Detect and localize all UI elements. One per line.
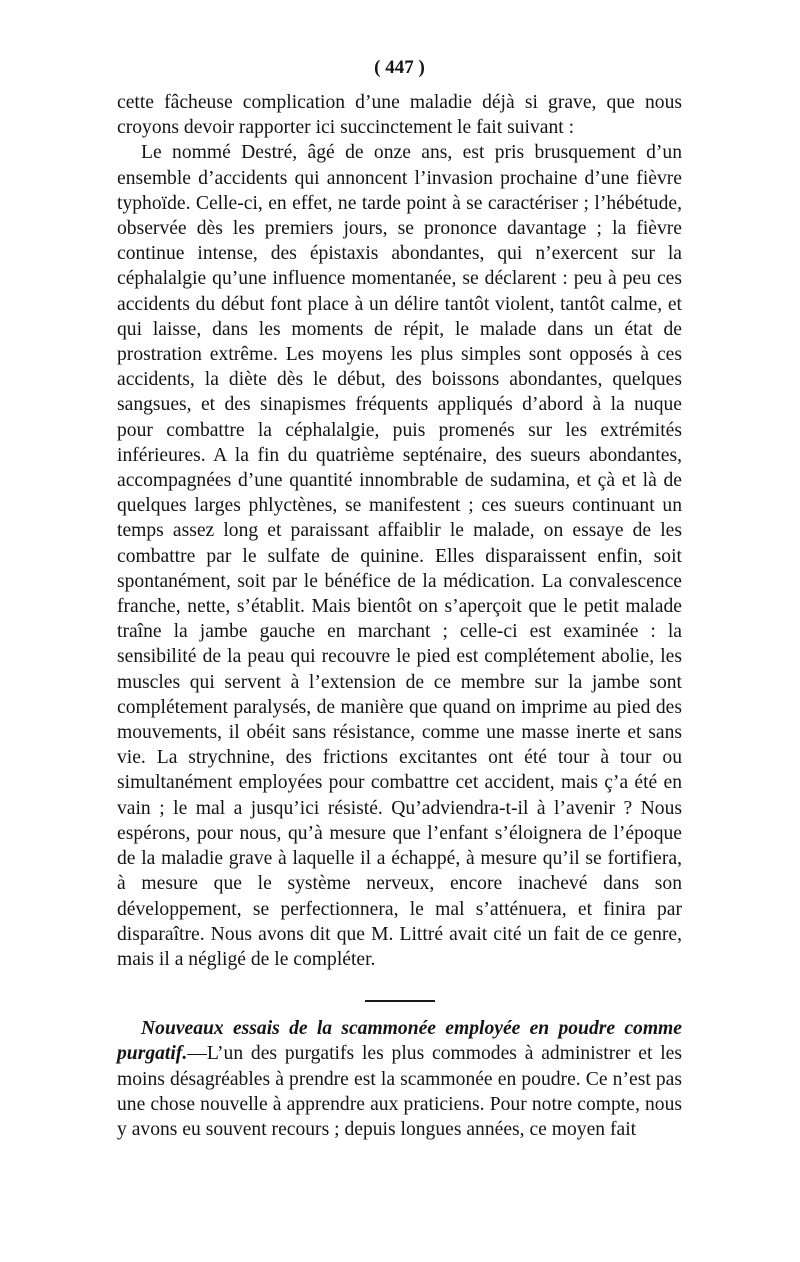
article-title: Nouveaux essais de la scammonée employée en poudre comme purgatif. [117,1018,682,1065]
page-number: ( 447 ) [374,57,425,78]
article-body: —L’un des purgatifs les plus commodes à administrer et les moins désagréables à prendre est la scammonée en poudre. Ce n’est pas une chose nouvelle à apprendre aux praticiens. Pour notre compte, nous y avons eu souvent recours ; depuis longues années, ce moyen fait [117,1043,682,1140]
page [117,54,682,1142]
paragraph-scammonee [117,1016,682,1142]
section-divider [365,1000,435,1002]
paragraph-case-report: Le nommé Destré, âgé de onze ans, est pris brusquement d’un ensemble d’accidents qui annoncent l’invasion prochaine d’une fièvre typhoïde. Celle-ci, en effet, ne tarde point à se caractériser ; l’hébétude, observée dès les premiers jours, se prononce davantage ; la fièvre continue intense, des épistaxis abondantes, qui n’exercent sur la céphalalgie qu’une influence momentanée, se déclarent : peu à peu ces accidents du début font place à un délire tantôt violent, tantôt calme, et qui laisse, dans les moments de répit, le malade dans un état de prostration extrême. Les moyens les plus simples sont opposés à ces accidents, la diète dès le début, des boissons abondantes, quelques sangsues, et des sinapismes fréquents appliqués d’abord à la nuque pour combattre la céphalalgie, puis promenés sur les extrémités inférieures. A la fin du quatrième septénaire, des sueurs abondantes, accompagnées d’une quantité innombrable de sudamina, et çà et là de quelques larges phlyctènes, se manifestent ; ces sueurs continuant un temps assez long et paraissant affaiblir le malade, on essaye de les combattre par le sulfate de quinine. Elles disparaissent enfin, soit spontanément, soit par le bénéfice de la médication. La convalescence franche, nette, s’établit. Mais bientôt on s’aperçoit que le petit malade traîne la jambe gauche en marchant ; celle-ci est examinée : la sensibilité de la peau qui recouvre le pied est complétement abolie, les muscles qui servent à l’extension de ce membre sur la jambe sont complétement paralysés, de manière que quand on imprime au pied des mouvements, il obéit sans résistance, comme une masse inerte et sans vie. La strychnine, des frictions excitantes ont été tour à tour ou simultanément employées pour combattre cet accident, mais ç’a été en vain ; le mal a jusqu’ici résisté. Qu’adviendra-t-il à l’avenir ? Nous espérons, pour nous, qu’à mesure que l’enfant s’éloignera de l’époque de la maladie grave à laquelle il a échappé, à mesure qu’il se fortifiera, à mesure que le système nerveux, encore inachevé dans son développement, se perfectionnera, le mal s’atténuera, et finira par disparaître. Nous avons dit que M. Littré avait cité un fait de ce genre, mais il a négligé de le compléter. [117,142,682,970]
paragraph-continuation: cette fâcheuse complication d’une maladie déjà si grave, que nous croyons devoir rapporter ici succinctement le fait suivant : [117,92,682,139]
